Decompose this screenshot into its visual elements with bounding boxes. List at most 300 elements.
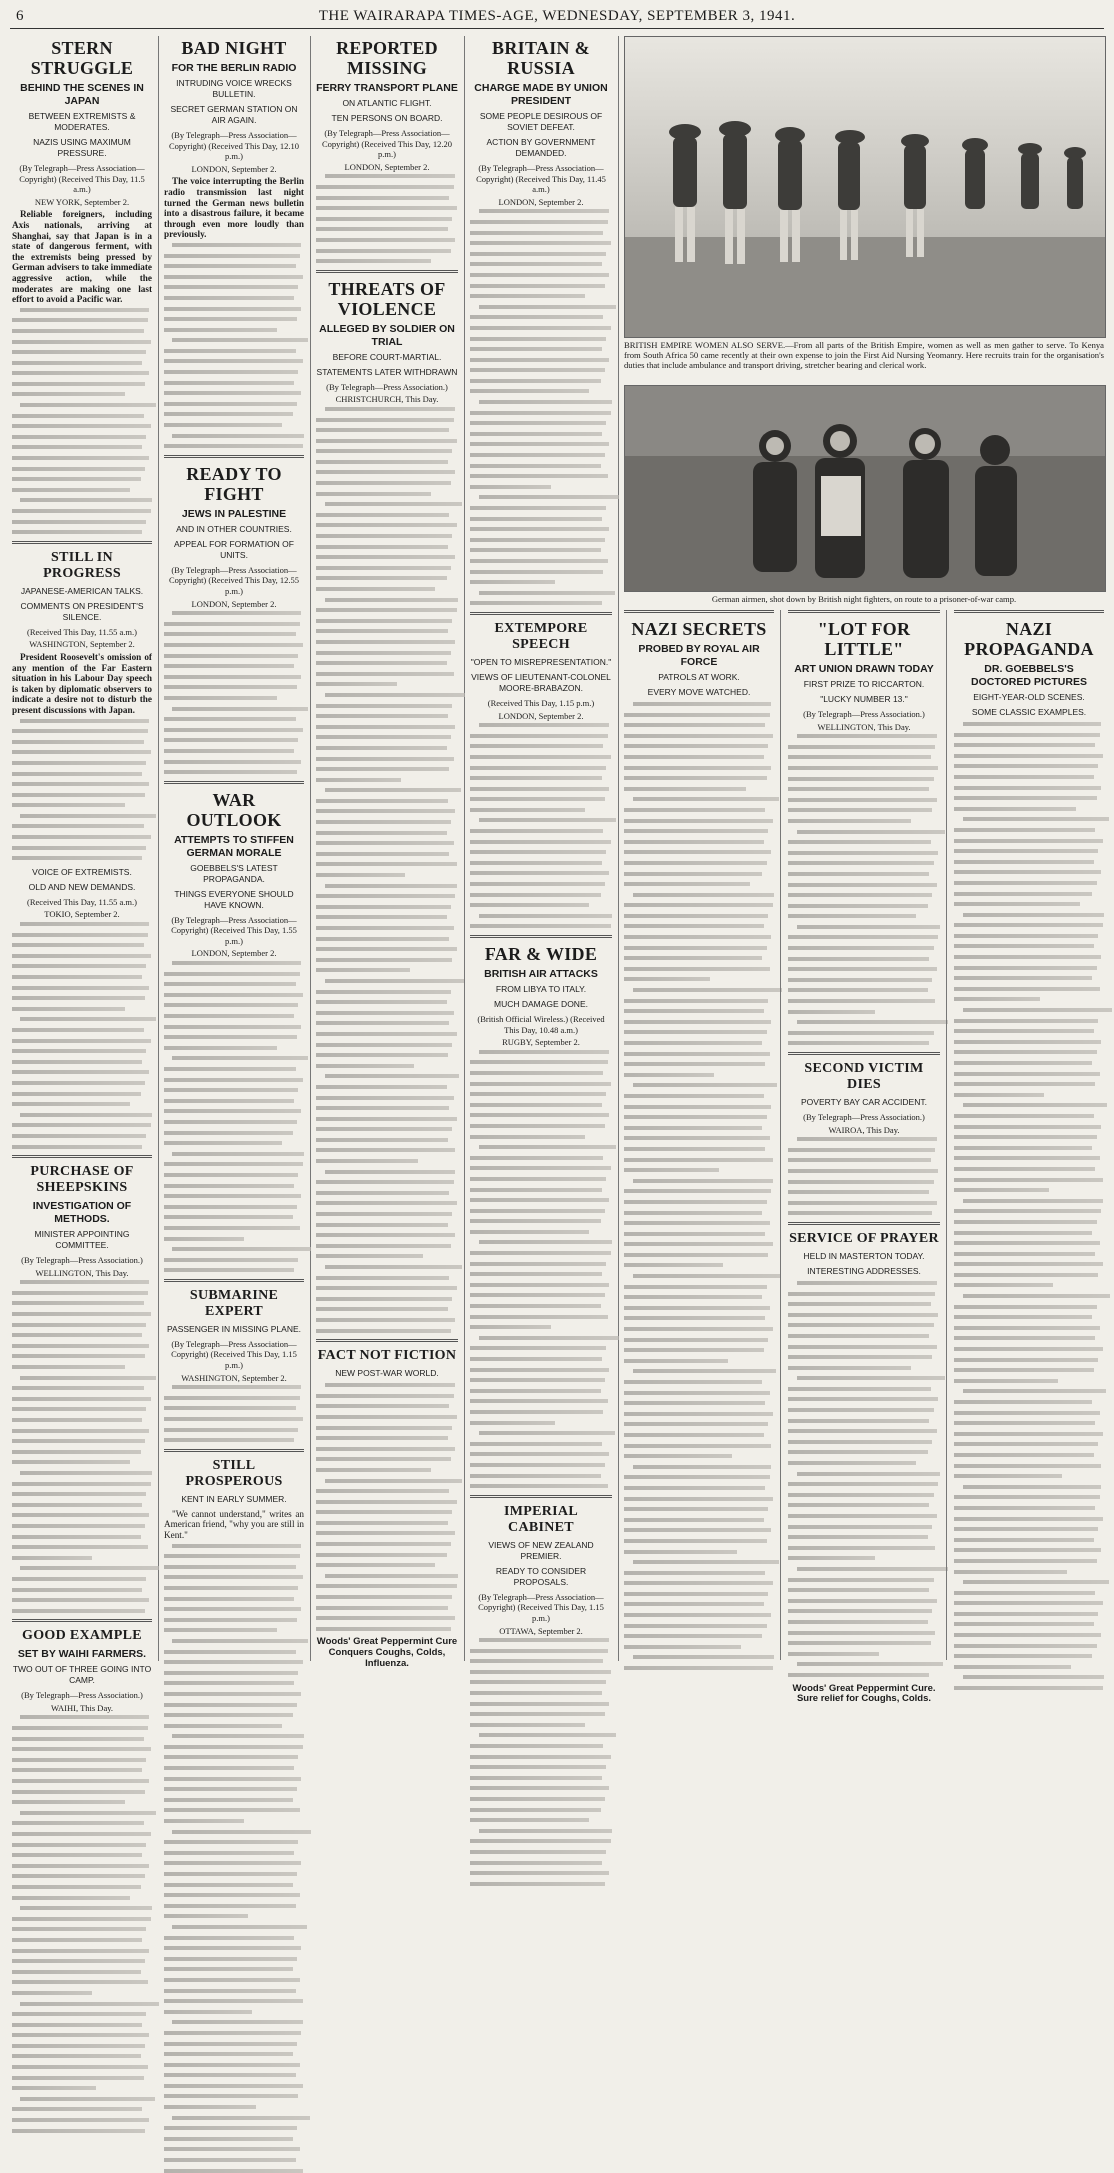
subheading: ART UNION DRAWN TODAY [794, 663, 934, 675]
text-line [624, 1401, 765, 1405]
text-line [172, 1247, 311, 1251]
text-line [325, 1265, 463, 1269]
text-line [12, 1726, 148, 1730]
text-line [788, 1148, 935, 1152]
text-line [788, 1641, 931, 1645]
text-line [316, 249, 451, 253]
text-line [470, 1325, 551, 1329]
subheading: SOME CLASSIC EXAMPLES. [971, 707, 1087, 717]
text-line [316, 1148, 455, 1152]
text-line [788, 787, 929, 791]
text-line [624, 1327, 773, 1331]
article-still-in-progress [12, 541, 152, 860]
text-line [788, 1525, 932, 1529]
text-line [470, 1484, 608, 1488]
text-line [316, 1191, 449, 1195]
text-line [316, 1627, 451, 1631]
text-line [12, 2065, 148, 2069]
text-line [624, 1518, 764, 1522]
text-line [470, 1839, 611, 1843]
text-line [316, 1064, 414, 1068]
text-line [12, 1577, 146, 1581]
text-line [12, 2044, 145, 2048]
text-line [12, 1938, 142, 1942]
text-line [316, 566, 451, 570]
text-line [12, 740, 144, 744]
text-line [624, 787, 746, 791]
credit-line: (By Telegraph—Press Association.) [803, 1112, 925, 1122]
text-line [12, 361, 142, 365]
text-line [12, 456, 149, 460]
text-line [316, 1233, 455, 1237]
text-line [316, 1117, 457, 1121]
text-line [12, 1365, 125, 1369]
text-line [624, 1316, 765, 1320]
text-line [316, 1426, 452, 1430]
text-line [12, 371, 149, 375]
text-line [164, 1766, 294, 1770]
text-line [12, 1344, 149, 1348]
text-line [788, 840, 931, 844]
text-line [12, 1779, 149, 1783]
article-voice-of-extremists [12, 867, 152, 1149]
subheading: PASSENGER IN MISSING PLANE. [167, 1323, 301, 1334]
text-line [164, 770, 297, 774]
headline: GOOD EXAMPLE [22, 1628, 142, 1644]
text-line [164, 1936, 294, 1940]
body-text-block [164, 961, 304, 1272]
text-line [316, 778, 401, 782]
text-line [470, 1188, 602, 1192]
text-line [633, 1369, 776, 1373]
text-line [788, 1302, 931, 1306]
text-line [470, 861, 602, 865]
text-line [316, 1563, 435, 1567]
text-line [20, 308, 149, 312]
text-line [479, 1829, 612, 1833]
text-line [12, 1301, 144, 1305]
text-line [12, 1081, 145, 1085]
text-line [470, 1357, 602, 1361]
text-line [624, 1497, 773, 1501]
text-line [316, 1500, 457, 1504]
text-line [470, 1649, 608, 1653]
text-line [12, 1439, 145, 1443]
text-line [12, 824, 144, 828]
text-line [624, 1454, 732, 1458]
text-line [963, 1485, 1101, 1489]
text-line [164, 1883, 293, 1887]
body-text-block [788, 734, 940, 1045]
credit-line: (Received This Day, 11.55 a.m.) [27, 626, 137, 637]
text-line [470, 337, 606, 341]
subheading: EVERY MOVE WATCHED. [647, 687, 751, 697]
text-line [470, 1177, 606, 1181]
text-line [12, 2012, 146, 2016]
text-line [470, 1103, 602, 1107]
text-line [316, 1000, 447, 1004]
text-line [12, 1460, 130, 1464]
subheading: AND IN OTHER COUNTRIES. [176, 523, 292, 534]
text-line [164, 1755, 298, 1759]
text-line [164, 2094, 298, 2098]
text-line [624, 1571, 765, 1575]
text-line [12, 1524, 145, 1528]
text-line [316, 492, 431, 496]
text-line [316, 481, 451, 485]
text-line [954, 1305, 1097, 1309]
text-line [470, 1786, 609, 1790]
text-line [316, 894, 455, 898]
text-line [316, 1329, 451, 1333]
text-line [12, 996, 145, 1000]
text-line [172, 1056, 308, 1060]
body-text-block [470, 209, 612, 605]
text-line [316, 1127, 452, 1131]
text-line [172, 1830, 311, 1834]
dateline: LONDON, September 2. [498, 196, 584, 207]
text-line [164, 2137, 293, 2141]
subheading: OLD AND NEW DEMANDS. [28, 881, 136, 892]
text-line [470, 474, 608, 478]
text-line [20, 719, 149, 723]
text-line [164, 1787, 297, 1791]
text-line [164, 275, 303, 279]
text-line [20, 922, 149, 926]
text-line [164, 1650, 296, 1654]
text-line [470, 1166, 611, 1170]
text-line [316, 1212, 452, 1216]
text-line [316, 873, 405, 877]
text-line [954, 934, 1098, 938]
credit-line: (By Telegraph—Press Association—Copyright) (Received This Day, 1.15 p.m.) [478, 1591, 604, 1623]
text-line [316, 1106, 449, 1110]
dateline: TOKIO, September 2. [44, 909, 120, 920]
article-ready-to-fight [164, 455, 304, 774]
text-line [164, 1046, 277, 1050]
dateline: RUGBY, September 2. [502, 1037, 580, 1048]
text-line [172, 338, 308, 342]
text-line [954, 1421, 1095, 1425]
text-line [12, 2054, 141, 2058]
text-line [470, 1092, 606, 1096]
headline: WAR OUTLOOK [186, 789, 282, 830]
text-line [470, 1399, 608, 1403]
headline: STERN STRUGGLE [30, 38, 134, 78]
text-line [164, 1607, 301, 1611]
text-line [788, 1366, 911, 1370]
text-line [12, 761, 146, 765]
text-line [164, 444, 303, 448]
text-line [624, 1422, 768, 1426]
text-line [954, 1178, 1103, 1182]
text-line [954, 1591, 1095, 1595]
text-line [164, 685, 297, 689]
text-line [470, 1474, 601, 1478]
text-line [316, 227, 448, 231]
text-line [954, 1644, 1097, 1648]
text-line [479, 495, 620, 499]
text-line [164, 2105, 256, 2109]
text-line [788, 967, 937, 971]
text-line [624, 1391, 770, 1395]
text-line [316, 1043, 452, 1047]
text-line [470, 1882, 605, 1886]
text-line [316, 1223, 448, 1227]
text-line [316, 1159, 418, 1163]
text-line [624, 1634, 762, 1638]
dateline: OTTAWA, September 2. [499, 1625, 583, 1636]
text-line [624, 1475, 770, 1479]
text-line [316, 820, 451, 824]
column-5 [624, 610, 774, 1660]
text-line [470, 924, 611, 928]
credit-line: (By Telegraph—Press Association—Copyright) (Received This Day, 12.10 p.m.) [168, 130, 300, 162]
text-line [172, 1544, 301, 1548]
body-text-block [470, 1638, 612, 1886]
text-line [164, 1162, 303, 1166]
text-line [164, 654, 298, 658]
text-line [470, 389, 589, 393]
text-line [954, 1231, 1092, 1235]
text-line [164, 381, 294, 385]
text-line [12, 975, 142, 979]
text-line [12, 1145, 142, 1149]
text-line [164, 423, 282, 427]
text-line [172, 707, 308, 711]
text-line [164, 412, 293, 416]
text-line [624, 1126, 762, 1130]
text-line [316, 1276, 449, 1280]
text-line [788, 1201, 937, 1205]
text-line [788, 872, 929, 876]
text-line [316, 1447, 455, 1451]
credit-line: (By Telegraph—Press Association—Copyright) (Received This Day, 12.20 p.m.) [321, 128, 453, 160]
text-line [633, 893, 774, 897]
text-line [164, 1184, 294, 1188]
text-line [316, 704, 452, 708]
text-line [316, 1521, 448, 1525]
text-line [164, 982, 296, 986]
text-line [788, 1631, 935, 1635]
text-line [624, 1285, 767, 1289]
text-line [164, 370, 298, 374]
text-line [12, 1853, 142, 1857]
text-line [788, 1211, 932, 1215]
text-line [164, 1025, 301, 1029]
text-line [20, 2002, 159, 2006]
article-britain-and-russia [470, 38, 612, 605]
subheading: FERRY TRANSPORT PLANE [316, 82, 458, 94]
text-line [788, 1652, 879, 1656]
text-line [624, 1306, 770, 1310]
text-line [470, 776, 602, 780]
text-line [316, 576, 447, 580]
text-line [624, 819, 773, 823]
text-line [164, 993, 303, 997]
text-line [164, 254, 300, 258]
subheading: SECRET GERMAN STATION ON AIR AGAIN. [170, 104, 298, 125]
text-line [954, 902, 1080, 906]
text-line [172, 611, 301, 615]
text-line [954, 1241, 1100, 1245]
text-line [470, 808, 585, 812]
text-line [316, 206, 457, 210]
text-line [470, 231, 603, 235]
text-line [954, 1082, 1095, 1086]
text-line [470, 1272, 602, 1276]
text-line [316, 661, 447, 665]
text-line [316, 1436, 448, 1440]
text-line [12, 1874, 145, 1878]
article-fact-not-fiction [316, 1339, 458, 1631]
subheading: READY TO CONSIDER PROPOSALS. [495, 1565, 587, 1587]
subheading: PROBED BY ROYAL AIR FORCE [638, 643, 760, 668]
text-line [797, 1567, 947, 1571]
text-line [172, 2020, 302, 2024]
text-line [624, 1232, 765, 1236]
text-line [164, 1946, 301, 1950]
text-line [20, 2097, 154, 2101]
text-line [20, 1376, 156, 1380]
article-submarine-expert [164, 1279, 304, 1442]
subheading: STATEMENTS LATER WITHDRAWN [316, 366, 458, 377]
text-line [12, 509, 151, 513]
text-line [954, 1538, 1094, 1542]
text-line [788, 1408, 934, 1412]
dateline: WELLINGTON, This Day. [35, 1267, 129, 1278]
subheading: GOEBBELS'S LATEST PROPAGANDA. [190, 862, 278, 884]
text-line [954, 1019, 1098, 1023]
text-line [470, 358, 609, 362]
text-line [316, 852, 449, 856]
dateline: WELLINGTON, This Day. [817, 721, 911, 732]
credit-line: (By Telegraph—Press Association.) [326, 381, 448, 392]
text-line [470, 1315, 608, 1319]
text-line [624, 1041, 762, 1045]
text-line [624, 1550, 737, 1554]
text-line [954, 849, 1098, 853]
text-line [954, 1093, 1044, 1097]
text-line [963, 1389, 1106, 1393]
headline: REPORTED MISSING [336, 38, 438, 78]
text-line [470, 1389, 601, 1393]
text-line [316, 809, 455, 813]
text-line [164, 1745, 303, 1749]
text-line [316, 1286, 457, 1290]
text-line [624, 999, 768, 1003]
body-text-block [12, 719, 152, 861]
text-line [12, 1503, 142, 1507]
subheading: MUCH DAMAGE DONE. [494, 999, 588, 1009]
text-line [788, 798, 937, 802]
text-line [624, 1062, 765, 1066]
text-line [788, 935, 938, 939]
text-line [12, 835, 151, 839]
subheading: EIGHT-YEAR-OLD SCENES. [973, 692, 1085, 702]
text-line [963, 1103, 1107, 1107]
text-line [12, 803, 125, 807]
text-line [624, 766, 771, 770]
text-line [954, 1209, 1101, 1213]
text-line [316, 767, 449, 771]
text-line [624, 1433, 764, 1437]
text-line [316, 746, 447, 750]
text-line [164, 749, 294, 753]
text-line [164, 1914, 248, 1918]
text-line [164, 1861, 301, 1865]
text-line [164, 1205, 297, 1209]
photo-german-airmen [624, 385, 1106, 592]
text-line [624, 1602, 764, 1606]
text-line [12, 520, 146, 524]
text-line [316, 1510, 452, 1514]
text-line [12, 772, 142, 776]
subheading: THINGS EVERYONE SHOULD HAVE KNOWN. [174, 888, 294, 910]
text-line [12, 424, 151, 428]
text-line [479, 400, 612, 404]
text-line [164, 391, 301, 395]
text-line [316, 534, 452, 538]
text-line [316, 651, 451, 655]
text-line [624, 1444, 771, 1448]
text-line [12, 318, 148, 322]
text-line [316, 968, 410, 972]
text-line [954, 892, 1092, 896]
text-line [954, 1315, 1092, 1319]
text-line [954, 1040, 1101, 1044]
text-line [624, 1645, 741, 1649]
text-line [954, 1167, 1095, 1171]
text-line [164, 1406, 296, 1410]
text-line [954, 1072, 1100, 1076]
text-line [470, 432, 602, 436]
text-line [12, 1588, 142, 1592]
text-line [12, 414, 144, 418]
text-line [788, 1514, 937, 1518]
headline: SECOND VICTIM DIES [804, 1061, 924, 1092]
text-line [470, 1060, 608, 1064]
text-line [316, 1254, 423, 1258]
text-line [954, 1506, 1095, 1510]
text-line [316, 449, 452, 453]
text-line [316, 1053, 448, 1057]
text-line [788, 1292, 935, 1296]
subheading: PATROLS AT WORK. [658, 672, 740, 682]
subheading: JEWS IN PALESTINE [181, 507, 287, 520]
text-line [788, 1535, 928, 1539]
text-line [788, 1397, 938, 1401]
text-line [797, 925, 940, 929]
text-line [12, 2033, 149, 2037]
text-line [954, 997, 1040, 1001]
text-line [470, 262, 602, 266]
text-line [325, 1170, 456, 1174]
text-line [316, 682, 397, 686]
text-line [12, 1070, 149, 1074]
body-text-block [164, 1544, 304, 2173]
credit-line: (By Telegraph—Press Association—Copyright) (Received This Day, 1.15 p.m.) [171, 1338, 297, 1371]
text-line [470, 893, 601, 897]
text-line [316, 672, 454, 676]
text-line [172, 961, 301, 965]
text-line [788, 1461, 916, 1465]
text-line [954, 1654, 1092, 1658]
text-line [20, 1715, 149, 1719]
text-line [12, 1747, 151, 1751]
text-line [164, 1035, 297, 1039]
text-line [164, 1237, 244, 1241]
